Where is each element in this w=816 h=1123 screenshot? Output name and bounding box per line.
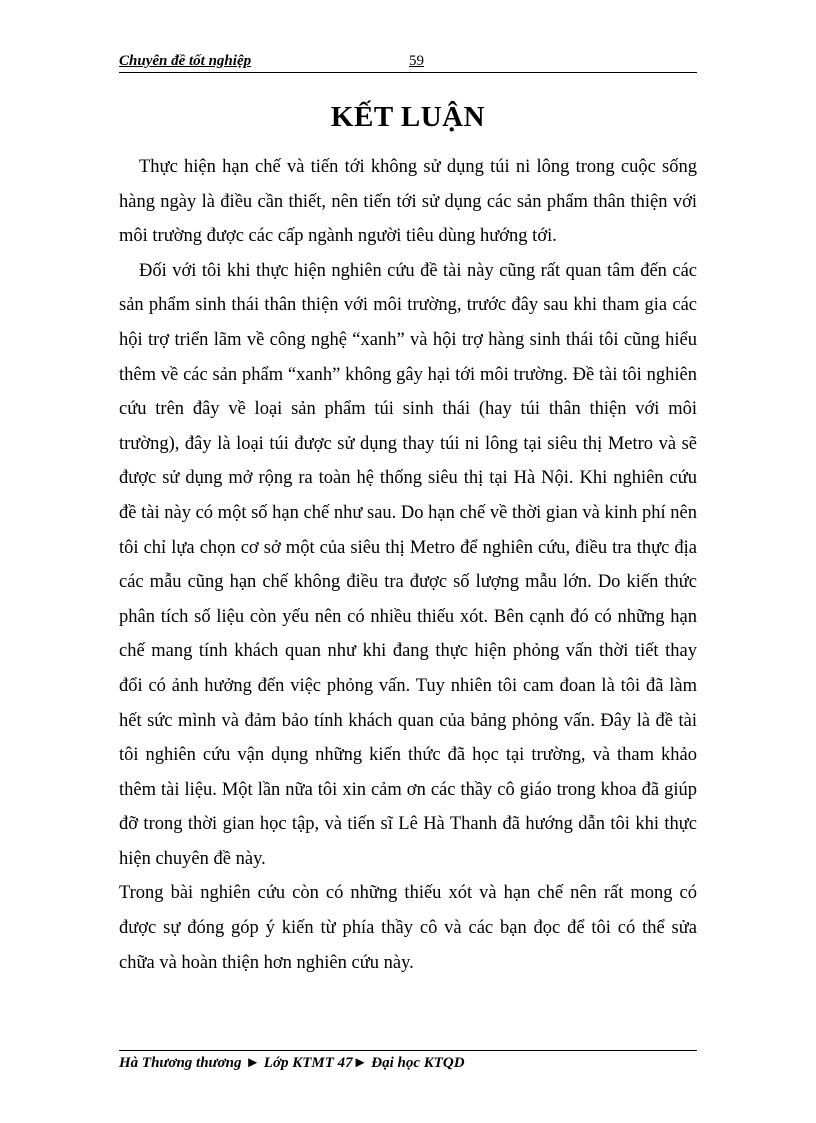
footer-text: Hà Thương thương ► Lớp KTMT 47► Đại học KTQD xyxy=(119,1055,465,1071)
document-body xyxy=(119,150,697,980)
page-header xyxy=(119,52,697,73)
document-title: KẾT LUẬN xyxy=(330,101,486,133)
paragraph-intro: Thực hiện hạn chế và tiến tới không sử dụng túi ni lông trong cuộc sống hàng ngày là điều cần thiết, nên tiến tới sử dụng các sản phẩm thân thiện với môi trường được các cấp ngành người tiêu dùng hướng tới. xyxy=(119,157,697,247)
paragraph-closing: Trong bài nghiên cứu còn có những thiếu xót và hạn chế nên rất mong có được sự đóng góp ý kiến từ phía thầy cô và các bạn đọc để tôi có thể sửa chữa và hoàn thiện hơn nghiên cứu này. xyxy=(119,883,697,973)
paragraph-research: Đối với tôi khi thực hiện nghiên cứu đề tài này cũng rất quan tâm đến các sản phẩm sinh thái thân thiện với môi trường, trước đây sau khi tham gia các hội trợ triển lãm về công nghệ “xanh” và hội trợ hàng sinh thái tôi cũng hiểu thêm về các sản phẩm “xanh” không gây hại tới môi trường. Đề tài tôi nghiên cứu trên đây về loại sản phẩm túi sinh thái (hay túi thân thiện với môi trường), đây là loại túi được sử dụng thay túi ni lông tại siêu thị Metro và sẽ được sử dụng mở rộng ra toàn hệ thống siêu thị tại Hà Nội. Khi nghiên cứu đề tài này có một số hạn chế như sau. Do hạn chế về thời gian và kinh phí nên tôi chỉ lựa chọn cơ sở một của siêu thị Metro để nghiên cứu, điều tra thực địa các mẫu cũng hạn chế không điều tra được số lượng mẫu lớn. Do kiến thức phân tích số liệu còn yếu nên có nhiều thiếu xót. Bên cạnh đó có những hạn chế mang tính khách quan như khi đang thực hiện phỏng vấn thời tiết thay đổi có ảnh hưởng đến việc phỏng vấn. Tuy nhiên tôi cam đoan là tôi đã làm hết sức mình và đảm bảo tính khách quan của bảng phỏng vấn. Đây là đề tài tôi nghiên cứu vận dụng những kiến thức đã học tại trường, và tham khảo thêm tài liệu. Một lần nữa tôi xin cảm ơn các thầy cô giáo trong khoa đã giúp đỡ trong thời gian học tập, và tiến sĩ Lê Hà Thanh đã hướng dẫn tôi khi thực hiện chuyên đề này. xyxy=(119,260,697,869)
page-footer xyxy=(119,1050,697,1072)
header-page-number: 59 xyxy=(409,53,424,69)
header-title: Chuyên đề tốt nghiệp xyxy=(119,53,252,69)
